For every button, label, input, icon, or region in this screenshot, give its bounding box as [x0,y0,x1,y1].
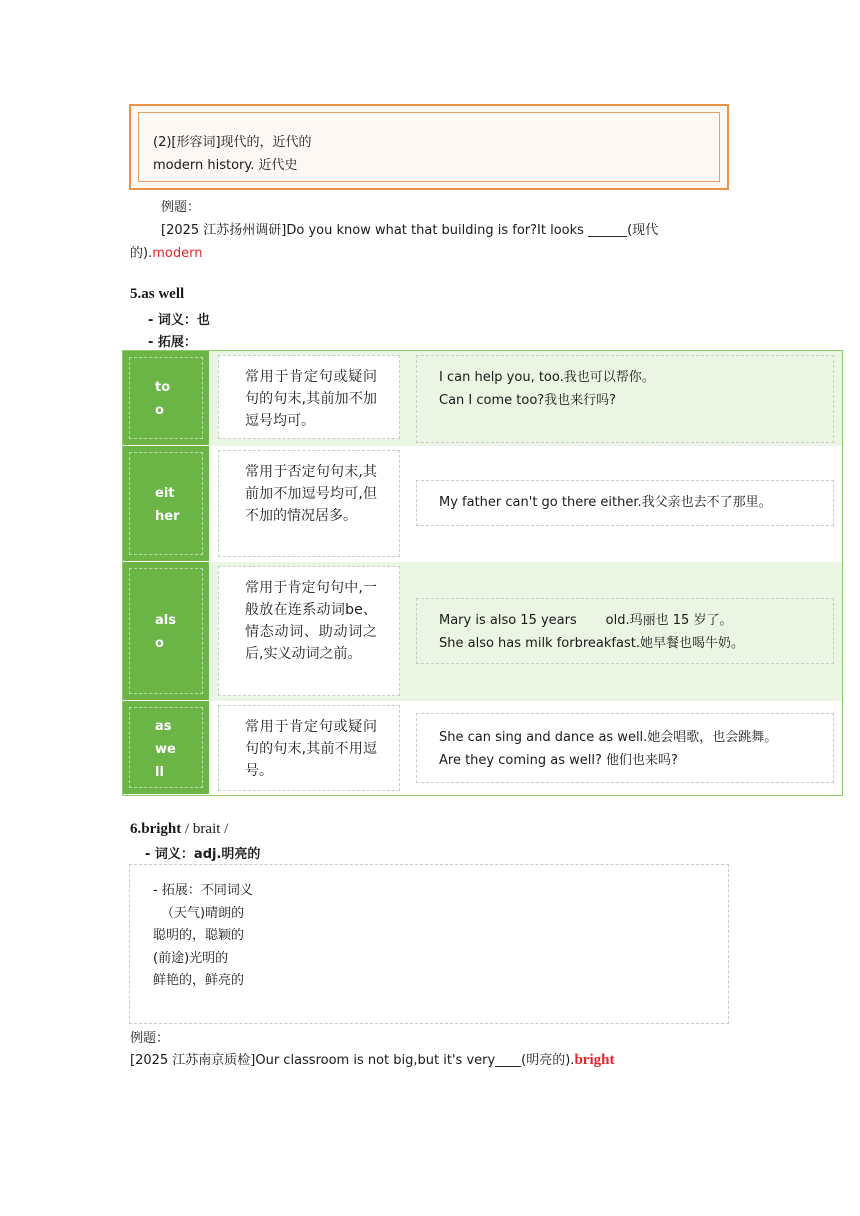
desc-text: 常用于否定句句末,其前加不加逗号均可,但不加的情况居多。 [245,464,377,524]
example-cell [416,480,834,526]
expand-line: - 拓展： [148,335,197,350]
example2-line [130,1049,614,1069]
key-line: eit [155,486,175,501]
definition-line-1: (2)[形容词]现代的，近代的 [153,135,312,150]
meaning-line-6: - 词义：adj.明亮的 [145,847,261,862]
example2-question: [2025 江苏南京质检]Our classroom is not big,but it's very____(明亮的). [130,1053,575,1068]
key-text [155,609,195,655]
example-label: 例题： [161,200,201,215]
example-question-cont [130,242,202,261]
expansion-line: - 拓展：不同词义 [153,883,253,898]
desc-cell [218,450,400,557]
table-row [123,446,842,562]
section6-title: 6.bright [130,821,182,837]
key-line: we [155,742,176,757]
section-title: 5.as well [130,286,185,302]
example-question: [2025 江苏扬州调研]Do you know what that building is for?It looks ______(现代 [161,223,659,238]
key-line: o [155,403,164,418]
key-cell [123,701,210,795]
key-text [155,715,195,784]
key-line: her [155,509,180,524]
desc-text: 常用于肯定句句中,一般放在连系动词be、情态动词、助动词之后,实义动词之前。 [245,580,377,662]
example2-answer: bright [574,1052,615,1068]
usage-table [122,350,843,796]
key-text [155,482,195,528]
desc-cell [218,355,400,439]
key-line: als [155,613,176,628]
key-cell [123,446,210,562]
meaning-line: - 词义：也 [148,313,210,328]
expansion-line: 聪明的，聪颖的 [153,928,245,943]
example-sentence: Can I come too?我也来行吗? [439,393,617,408]
desc-cell [218,705,400,791]
key-cell [123,351,210,446]
key-line: ll [155,765,164,780]
example-question-tail: 的). [130,246,153,261]
table-row [123,701,842,795]
example-sentence: She can sing and dance as well.她会唱歌，也会跳舞。 [439,730,778,745]
example-cell [416,598,834,664]
expansion-line: （天气)晴朗的 [161,906,245,921]
section6-heading [130,821,228,838]
example2-label: 例题： [130,1031,170,1046]
phonetic: / brait / [181,821,229,837]
expansion-line: 鲜艳的，鲜亮的 [153,973,245,988]
example-cell [416,713,834,783]
key-cell [123,562,210,701]
definition-box [129,104,729,190]
example-sentence: My father can't go there either.我父亲也去不了那里。 [439,495,772,510]
expansion-box [129,864,729,1024]
definition-line-2: modern history. 近代史 [153,158,298,173]
desc-text: 常用于肯定句或疑问句的句末,其前加不加逗号均可。 [245,369,377,429]
definition-box-inner [138,112,720,182]
key-line: o [155,636,164,651]
table-row [123,351,842,446]
key-line: as [155,719,172,734]
example-sentence: I can help you, too.我也可以帮你。 [439,370,655,385]
expansion-line: (前途)光明的 [153,951,229,966]
desc-cell [218,566,400,696]
key-text [155,376,195,422]
example-sentence: Mary is also 15 years old.玛丽也 15 岁了。 [439,613,733,628]
key-line: to [155,380,171,395]
example-answer: modern [152,246,203,261]
example-cell [416,355,834,443]
desc-text: 常用于肯定句或疑问句的句末,其前不用逗号。 [245,719,377,779]
example-sentence: Are they coming as well? 他们也来吗? [439,753,678,768]
table-row [123,562,842,701]
example-sentence: She also has milk forbreakfast.她早餐也喝牛奶。 [439,636,744,651]
